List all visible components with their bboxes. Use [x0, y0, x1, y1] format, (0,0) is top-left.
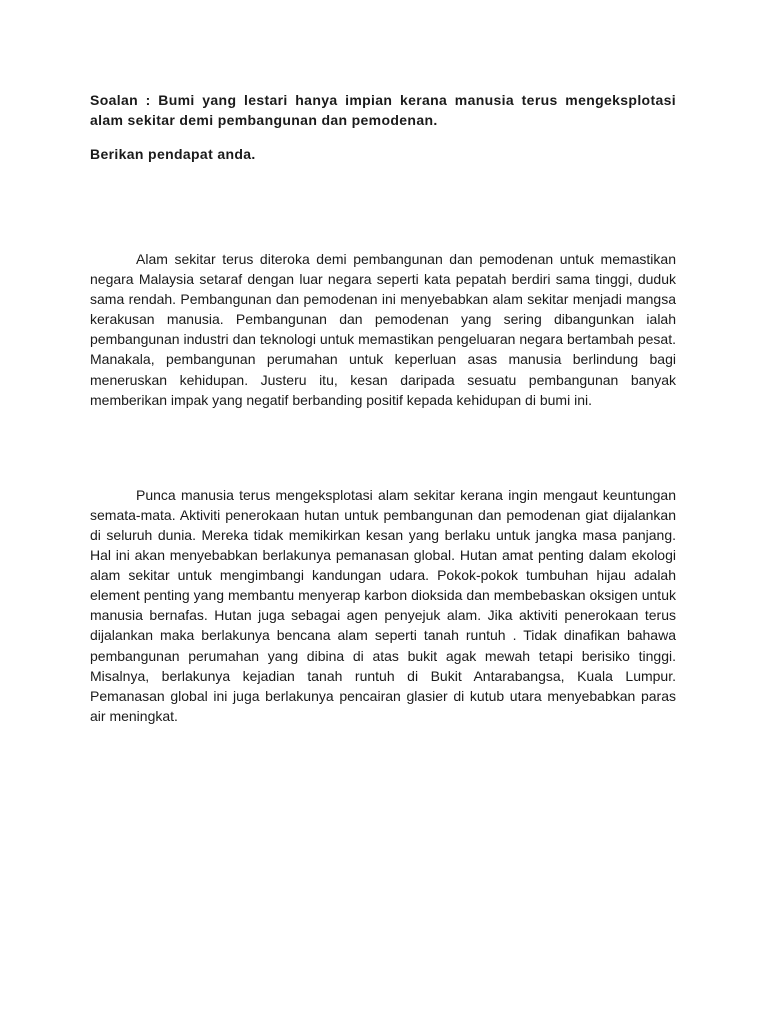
essay-paragraph-1: Alam sekitar terus diteroka demi pembangunan dan pemodenan untuk memastikan negara Malaysia setaraf dengan luar negara seperti kata pepatah berdiri sama tinggi, duduk sama rendah. Pembangunan dan pemodenan ini menyebabkan alam sekitar menjadi mangsa kerakusan manusia. Pembangunan dan pemodenan yang sering dibangunkan ialah pembangunan industri dan teknologi untuk memastikan pengeluaran negara bertambah pesat. Manakala, pembangunan perumahan untuk keperluan asas manusia berlindung bagi meneruskan kehidupan. Justeru itu, kesan daripada sesuatu pembangunan banyak memberikan impak yang negatif berbanding positif kepada kehidupan di bumi ini.: [90, 251, 676, 408]
document-content: [90, 90, 676, 726]
instruction-heading: Berikan pendapat anda.: [90, 146, 256, 162]
question-heading: Soalan : Bumi yang lestari hanya impian kerana manusia terus mengeksplotasi alam sekitar demi pembangunan dan pemodenan.: [90, 92, 676, 128]
essay-paragraph-2: Punca manusia terus mengeksplotasi alam sekitar kerana ingin mengaut keuntungan semata-mata. Aktiviti penerokaan hutan untuk pembangunan dan pemodenan giat dijalankan di seluruh dunia. Mereka tidak memikirkan kesan yang berlaku untuk jangka masa panjang. Hal ini akan menyebabkan berlakunya pemanasan global. Hutan amat penting dalam ekologi alam sekitar untuk mengimbangi kandungan udara. Pokok-pokok tumbuhan hijau adalah element penting yang membantu menyerap karbon dioksida dan membebaskan oksigen untuk manusia bernafas. Hutan juga sebagai agen penyejuk alam. Jika aktiviti penerokaan terus dijalankan maka berlakunya bencana alam seperti tanah runtuh . Tidak dinafikan bahawa pembangunan perumahan yang dibina di atas bukit agak mewah tetapi berisiko tinggi. Misalnya, berlakunya kejadian tanah runtuh di Bukit Antarabangsa, Kuala Lumpur. Pemanasan global ini juga berlakunya pencairan glasier di kutub utara menyebabkan paras air meningkat.: [90, 486, 676, 724]
